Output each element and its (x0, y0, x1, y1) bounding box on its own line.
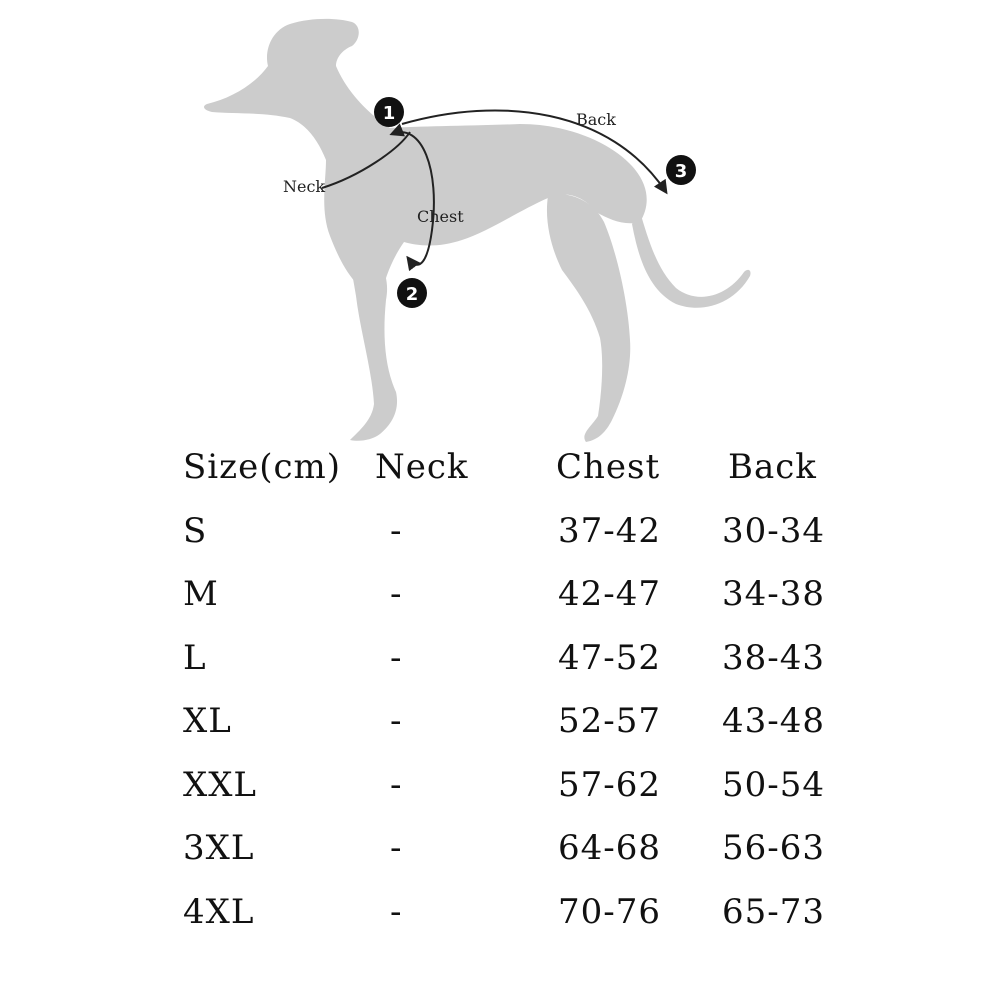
header-chest: Chest (556, 447, 661, 487)
marker-2 (397, 278, 427, 308)
neck-cell: - (390, 765, 403, 805)
neck-cell: - (390, 638, 403, 678)
table-row (0, 758, 1000, 812)
neck-cell: - (390, 828, 403, 868)
table-row (0, 694, 1000, 748)
chest-label: Chest (417, 207, 464, 226)
svg-text:3: 3 (674, 161, 688, 182)
size-cell: XXL (183, 765, 257, 805)
table-header-row (0, 440, 1000, 494)
chest-cell: 70-76 (558, 892, 662, 932)
back-cell: 56-63 (722, 828, 826, 868)
chest-cell: 42-47 (558, 574, 662, 614)
chest-cell: 37-42 (558, 511, 662, 551)
size-cell: S (183, 511, 208, 551)
size-cell: XL (183, 701, 232, 741)
chest-cell: 64-68 (558, 828, 662, 868)
back-cell: 50-54 (722, 765, 826, 805)
chest-cell: 47-52 (558, 638, 662, 678)
marker-1 (374, 97, 404, 127)
neck-cell: - (390, 892, 403, 932)
marker-3 (666, 155, 696, 185)
size-cell: 4XL (183, 892, 255, 932)
back-cell: 38-43 (722, 638, 826, 678)
greyhound-silhouette-icon (204, 19, 751, 442)
chest-cell: 52-57 (558, 701, 662, 741)
dog-measurement-diagram (0, 0, 1000, 460)
back-cell: 30-34 (722, 511, 826, 551)
size-cell: M (183, 574, 219, 614)
back-cell: 65-73 (722, 892, 826, 932)
size-cell: L (183, 638, 207, 678)
neck-cell: - (390, 511, 403, 551)
svg-text:2: 2 (405, 284, 419, 305)
neck-label: Neck (283, 177, 326, 196)
back-cell: 34-38 (722, 574, 826, 614)
table-row (0, 504, 1000, 558)
back-cell: 43-48 (722, 701, 826, 741)
svg-text:1: 1 (382, 103, 396, 124)
table-row (0, 821, 1000, 875)
header-size: Size(cm) (183, 447, 342, 487)
size-cell: 3XL (183, 828, 255, 868)
neck-cell: - (390, 574, 403, 614)
size-chart-table (0, 440, 1000, 940)
table-row (0, 567, 1000, 621)
back-label: Back (576, 110, 616, 129)
header-neck: Neck (375, 447, 469, 487)
table-row (0, 631, 1000, 685)
chest-cell: 57-62 (558, 765, 662, 805)
table-row (0, 885, 1000, 939)
header-back: Back (728, 447, 817, 487)
neck-cell: - (390, 701, 403, 741)
